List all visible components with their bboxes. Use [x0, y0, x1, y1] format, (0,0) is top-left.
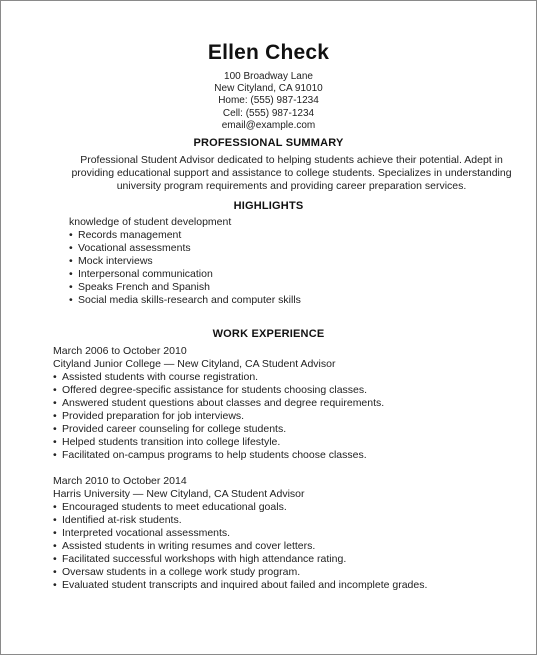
- job-duty: • Helped students transition into college lifestyle.: [53, 436, 523, 449]
- highlights-list: [69, 229, 469, 307]
- highlight-item: • Records management: [69, 229, 469, 242]
- contact-city: New Cityland, CA 91010: [214, 83, 323, 95]
- job-duty: • Evaluated student transcripts and inquired about failed and incomplete grades.: [53, 579, 523, 592]
- highlight-item: • Speaks French and Spanish: [69, 281, 469, 294]
- job-duty: • Answered student questions about classes and degree requirements.: [53, 397, 523, 410]
- job-duty: • Oversaw students in a college work study program.: [53, 566, 523, 579]
- highlight-item: • Social media skills-research and computer skills: [69, 294, 469, 307]
- summary-heading: PROFESSIONAL SUMMARY: [193, 137, 344, 149]
- job-entry-2: [53, 475, 523, 592]
- job-duty: • Encouraged students to meet educational goals.: [53, 501, 523, 514]
- job-duty: • Provided career counseling for college students.: [53, 423, 523, 436]
- job-duties-list: [53, 371, 523, 462]
- job-duty: • Facilitated successful workshops with high attendance rating.: [53, 553, 523, 566]
- contact-email: email@example.com: [221, 119, 316, 131]
- job-duty: • Interpreted vocational assessments.: [53, 527, 523, 540]
- job-duties-list: [53, 501, 523, 592]
- experience-heading: WORK EXPERIENCE: [212, 328, 325, 340]
- highlights-block: [69, 216, 469, 307]
- job-dates: March 2006 to October 2010: [53, 345, 187, 357]
- highlight-item: • Mock interviews: [69, 255, 469, 268]
- highlight-item: • Vocational assessments: [69, 242, 469, 255]
- highlights-heading: HIGHLIGHTS: [233, 200, 304, 212]
- summary-text: Professional Student Advisor dedicated to helping students achieve their potential. Adept in providing educational support and assistance to college students. Specializes in understanding university program requirements and providing career preparation services.: [71, 154, 512, 192]
- job-duty: • Offered degree-specific assistance for students choosing classes.: [53, 384, 523, 397]
- contact-cell-phone: Cell: (555) 987-1234: [222, 107, 315, 119]
- job-duty: • Assisted students with course registration.: [53, 371, 523, 384]
- contact-block: [1, 71, 536, 132]
- job-entry-1: [53, 345, 523, 462]
- job-duty: • Facilitated on-campus programs to help students choose classes.: [53, 449, 523, 462]
- highlights-intro: knowledge of student development: [69, 216, 232, 228]
- contact-address: 100 Broadway Lane: [224, 71, 313, 82]
- highlight-item: • Interpersonal communication: [69, 268, 469, 281]
- job-employer: Harris University — New Cityland, CA Student Advisor: [53, 488, 305, 500]
- job-duty: • Provided preparation for job interviews.: [53, 410, 523, 423]
- contact-home-phone: Home: (555) 987-1234: [218, 95, 319, 107]
- job-employer: Cityland Junior College — New Cityland, CA Student Advisor: [53, 358, 336, 370]
- job-duty: • Identified at-risk students.: [53, 514, 523, 527]
- job-duty: • Assisted students in writing resumes and cover letters.: [53, 540, 523, 553]
- job-dates: March 2010 to October 2014: [53, 475, 187, 487]
- resume-name: Ellen Check: [207, 41, 330, 64]
